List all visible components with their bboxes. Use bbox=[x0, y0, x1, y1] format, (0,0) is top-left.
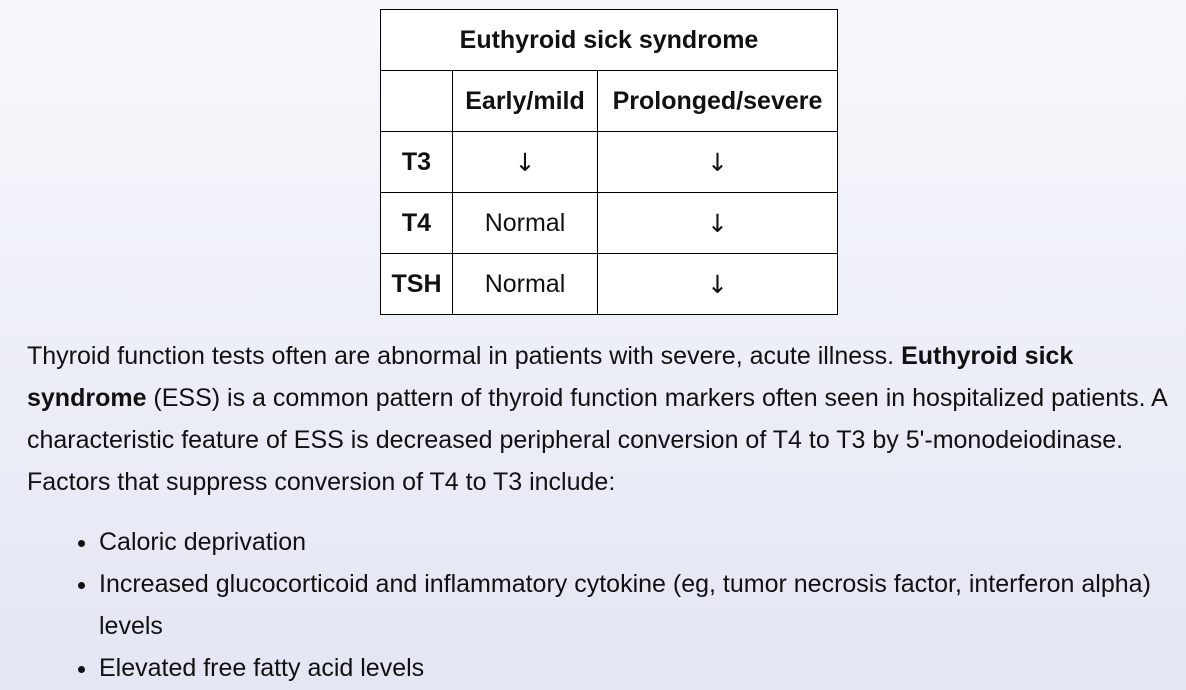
list-item: • Elevated free fatty acid levels bbox=[99, 647, 1167, 689]
t4-early-cell: Normal bbox=[453, 193, 598, 254]
explanation-text bbox=[27, 335, 1167, 689]
table-row bbox=[381, 193, 838, 254]
table-title-row bbox=[381, 10, 838, 71]
t3-prolonged-cell: ↓ bbox=[598, 132, 838, 193]
tsh-prolonged-cell: ↓ bbox=[598, 254, 838, 315]
row-label-t3: T3 bbox=[381, 132, 453, 193]
column-header-empty bbox=[381, 71, 453, 132]
column-header-prolonged-severe: Prolonged/severe bbox=[598, 71, 838, 132]
t3-early-cell: ↓ bbox=[453, 132, 598, 193]
table-title: Euthyroid sick syndrome bbox=[381, 10, 838, 71]
list-item: • Increased glucocorticoid and inflammatory cytokine (eg, tumor necrosis factor, interferon alpha) levels bbox=[99, 563, 1167, 647]
bold-term: Euthyroid sick syndrome bbox=[27, 342, 1074, 412]
table-header-row bbox=[381, 71, 838, 132]
intro-text: Thyroid function tests often are abnormal in patients with severe, acute illness. bbox=[27, 342, 902, 370]
table-row bbox=[381, 132, 838, 193]
t4-prolonged-cell: ↓ bbox=[598, 193, 838, 254]
table-row bbox=[381, 254, 838, 315]
list-item: • Caloric deprivation bbox=[99, 521, 1167, 563]
rest-text: (ESS) is a common pattern of thyroid function markers often seen in hospitalized patients. A characteristic feature of ESS is decreased peripheral conversion of T4 to T3 by 5'-monodeiodinase. Factors that suppress conversion of T4 to T3 include: bbox=[27, 384, 1167, 496]
column-header-early-mild: Early/mild bbox=[453, 71, 598, 132]
ess-table-container bbox=[380, 9, 838, 315]
row-label-t4: T4 bbox=[381, 193, 453, 254]
ess-table bbox=[380, 9, 838, 315]
explanation-paragraph bbox=[27, 335, 1167, 503]
row-label-tsh: TSH bbox=[381, 254, 453, 315]
factors-list bbox=[27, 521, 1167, 689]
tsh-early-cell: Normal bbox=[453, 254, 598, 315]
